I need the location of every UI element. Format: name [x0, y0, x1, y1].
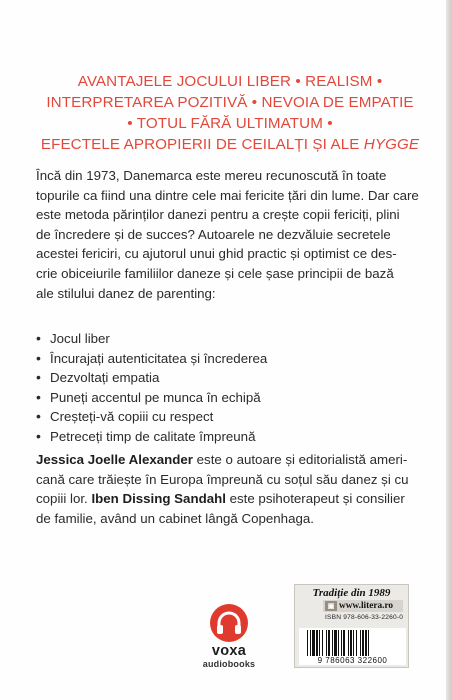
logo-brand: voxa [211, 643, 247, 659]
headphones-icon [209, 603, 249, 643]
list-item [36, 388, 416, 408]
bio-text: este psihoterapeut și consilier [225, 491, 405, 507]
list-item-text: Petreceți timp de calitate împreună [50, 428, 256, 444]
headline-text: EFECTELE APROPIERII DE CEILALȚI ȘI ALE [40, 136, 364, 153]
publisher-icon: ▣ [325, 601, 337, 611]
list-item-text: Puneți accentul pe munca în echipă [50, 389, 261, 405]
author-name: Jessica Joelle Alexander [36, 452, 193, 467]
list-item [36, 349, 416, 369]
barcode-number: 9 786063 322600 [299, 656, 406, 665]
list-item [36, 427, 416, 447]
intro-line: de încredere și de succes? Autoarele ne dezvăluie secretele [36, 226, 391, 242]
intro-line: crie obiceiurile familiilor daneze și cele șase principii de bază [36, 265, 394, 281]
author-name: Iben Dissing Sandahl [91, 491, 226, 507]
headline-line [40, 134, 420, 155]
intro-line: acestei fericiri, cu ajutorul unui ghid practic și optimist ce des- [36, 246, 397, 262]
list-item-text: Creșteți-vă copiii cu respect [50, 409, 214, 425]
bio-line: cană care trăiește în Europa împreună cu soțul său danez și cu [36, 471, 409, 487]
list-item-text: Încurajați autenticitatea și încrederea [50, 350, 268, 366]
bio-text: este o autoare și editorialistă ameri- [192, 452, 408, 467]
isbn-text: ISBN 978-606-33-2260-0 [325, 614, 404, 621]
website-text: www.litera.ro [339, 601, 394, 611]
headline-topics [40, 71, 420, 155]
page-edge [446, 0, 452, 700]
intro-line: ale stilului danez de parenting: [36, 285, 216, 301]
tradition-label: Tradiție din 1989 [312, 587, 391, 599]
bullet-icon: • [36, 369, 41, 386]
bio-text: copiii lor. [36, 491, 92, 507]
bullet-icon: • [36, 408, 41, 425]
bullet-icon: • [36, 427, 41, 444]
list-item-text: Dezvoltați empatia [50, 370, 160, 386]
bullet-icon: • [36, 330, 41, 346]
bullet-icon: • [36, 388, 41, 405]
intro-line: topurile ca fiind una dintre cele mai fericite țări din lume. Dar care [36, 187, 419, 203]
bio-line [36, 489, 426, 509]
bio-line: de familie, având un cabinet lângă Copenhaga. [36, 510, 314, 526]
hygge-word: HYGGE [363, 136, 420, 153]
intro-line: Încă din 1973, Danemarca este mereu recunoscută în toate [36, 168, 387, 183]
list-item [36, 368, 416, 388]
barcode-bars [299, 628, 406, 658]
voxa-logo [196, 603, 262, 693]
headline-line: INTERPRETAREA POZITIVĂ • NEVOIA DE EMPATIE [46, 94, 414, 111]
isbn-sticker [294, 584, 409, 668]
website-box [323, 600, 403, 612]
list-item-text: Jocul liber [50, 331, 110, 346]
barcode [299, 628, 406, 665]
headline-line: • TOTUL FĂRĂ ULTIMATUM • [127, 115, 333, 132]
intro-line: este metoda părinților danezi pentru a crește copii fericiți, plini [36, 207, 400, 223]
principles-list [36, 329, 416, 447]
bio-line [36, 450, 426, 470]
list-item [36, 329, 416, 349]
headline-line: AVANTAJELE JOCULUI LIBER • REALISM • [77, 73, 383, 90]
logo-subtitle: audiobooks [202, 659, 256, 669]
intro-paragraph [36, 166, 426, 303]
bullet-icon: • [36, 349, 41, 366]
authors-bio [36, 450, 426, 528]
list-item [36, 407, 416, 427]
